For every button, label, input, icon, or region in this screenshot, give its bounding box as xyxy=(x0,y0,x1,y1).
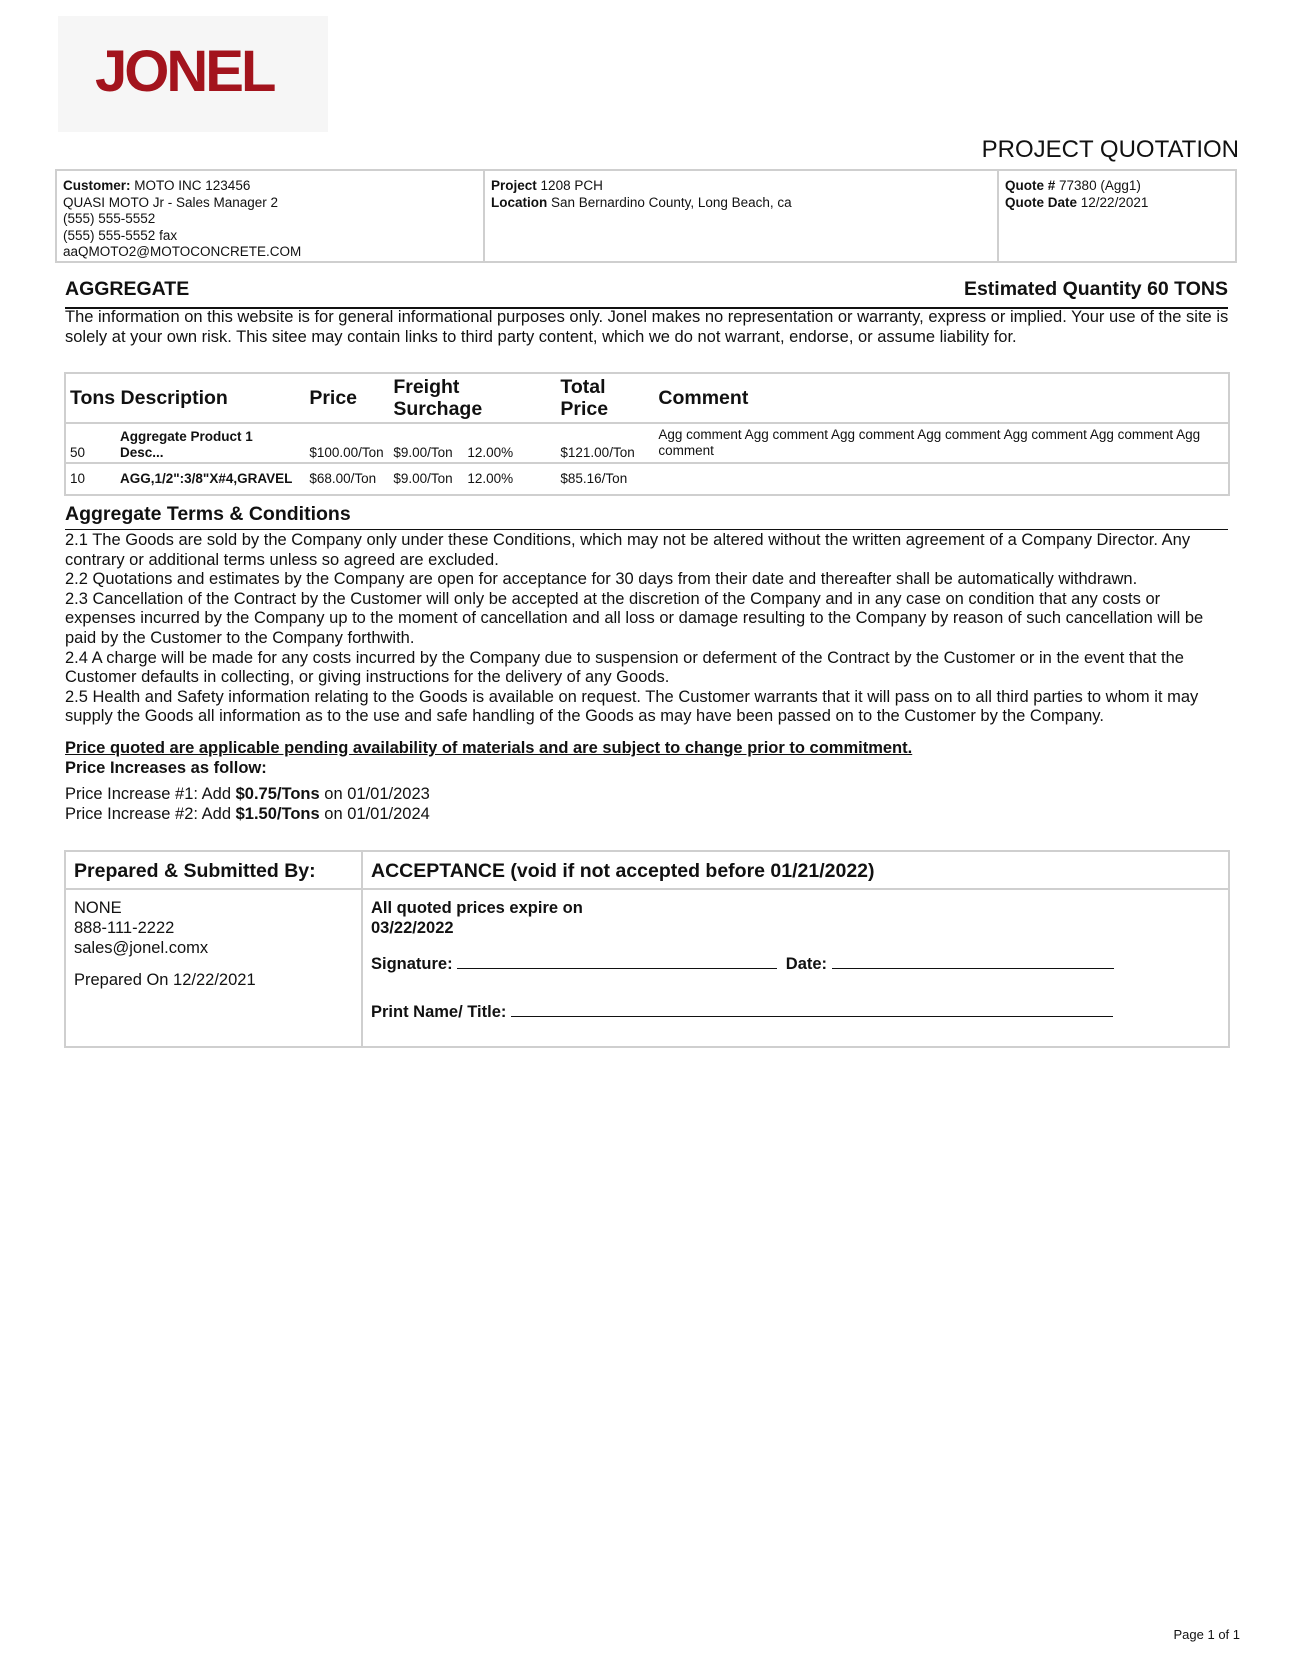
header-total-line1: Total xyxy=(560,376,606,398)
price-increase-prefix: Price Increase #2: Add xyxy=(65,805,232,823)
date-line[interactable] xyxy=(832,952,1114,969)
header-comment: Comment xyxy=(654,373,1229,423)
table-row xyxy=(65,463,1229,495)
location-label: Location xyxy=(491,194,548,210)
header-tons-description: Tons Description xyxy=(65,373,305,423)
header-total-line2: Price xyxy=(560,398,609,420)
section-title: AGGREGATE xyxy=(65,278,190,300)
signature-row xyxy=(371,952,1220,974)
row-price: $68.00/Ton xyxy=(309,471,377,486)
terms-title: Aggregate Terms & Conditions xyxy=(65,503,1228,530)
price-increase-on: on xyxy=(324,785,343,803)
prepared-by-phone: 888-111-2222 xyxy=(74,919,175,937)
prepared-by-name: NONE xyxy=(74,899,122,917)
row-surcharge: 12.00% xyxy=(463,423,556,463)
acceptance-details xyxy=(363,890,1228,1030)
price-increase-item xyxy=(65,784,430,804)
row-comment xyxy=(654,463,1229,495)
print-name-row xyxy=(371,1000,1220,1022)
price-increases-list xyxy=(65,784,430,824)
header-total-price xyxy=(556,373,654,423)
terms-item: 2.2 Quotations and estimates by the Company are open for acceptance for 30 days from their date and thereafter shall be automatically withdrawn. xyxy=(65,570,1138,589)
quote-info-box xyxy=(55,169,1237,263)
terms-item: 2.3 Cancellation of the Contract by the Customer will only be accepted at the discretion of the Company and in any case on condition that any costs or expenses incurred by the Company up to the moment of cancellation and all loss or damage resulting to the Company by reason of such cancellation will be paid by the Customer to the Company forthwith. xyxy=(65,589,1204,647)
prepared-by-details xyxy=(66,890,361,998)
print-name-label: Print Name/ Title: xyxy=(371,1003,507,1021)
acceptance-panel xyxy=(363,852,1228,1046)
customer-label: Customer: xyxy=(63,178,131,193)
prepared-by-email: sales@jonel.comx xyxy=(74,939,209,957)
row-tons: 10 xyxy=(70,471,86,486)
price-increase-item xyxy=(65,804,430,824)
header-freight-surcharge: Freight Surchage xyxy=(389,373,556,423)
expire-line2: 03/22/2022 xyxy=(371,919,454,937)
expire-line1: All quoted prices expire on xyxy=(371,899,583,917)
table-row xyxy=(65,423,1229,463)
estimated-quantity: Estimated Quantity 60 TONS xyxy=(963,278,1228,300)
row-description-line1: Aggregate Product 1 xyxy=(120,429,253,444)
row-description: AGG,1/2":3/8"X#4,GRAVEL xyxy=(120,471,293,486)
logo-text: JONEL xyxy=(95,39,274,104)
signature-line[interactable] xyxy=(457,952,777,969)
terms-list xyxy=(65,531,1235,727)
row-description xyxy=(116,423,305,463)
customer-fax: (555) 555-5552 fax xyxy=(63,227,178,243)
prepared-on: Prepared On 12/22/2021 xyxy=(74,971,256,989)
terms-item: 2.5 Health and Safety information relating to the Goods is available on request. The Customer warrants that it will pass on to all third parties to whom it may supply the Goods all information as to the use and safe handling of the Goods as may have been passed on to the Customer by the Company. xyxy=(65,687,1199,726)
price-increase-date: 01/01/2024 xyxy=(347,805,430,823)
row-surcharge: 12.00% xyxy=(467,471,514,486)
page-number: Page 1 of 1 xyxy=(1173,1627,1240,1642)
row-total: $121.00/Ton xyxy=(556,423,654,463)
row-comment: Agg comment Agg comment Agg comment Agg comment Agg comment Agg comment Agg comment xyxy=(654,423,1229,463)
submission-acceptance-box xyxy=(64,850,1230,1048)
company-logo xyxy=(58,16,328,132)
price-increase-amount: $0.75/Tons xyxy=(235,785,320,803)
aggregate-section-header xyxy=(65,278,1228,309)
price-increase-date: 01/01/2023 xyxy=(347,785,430,803)
document-title: PROJECT QUOTATION xyxy=(981,136,1239,163)
row-price: $100.00/Ton xyxy=(305,423,389,463)
quote-meta xyxy=(997,171,1235,261)
project-label: Project xyxy=(491,178,537,193)
acceptance-title: ACCEPTANCE (void if not accepted before 01/21/2022) xyxy=(363,852,1228,890)
price-increase-prefix: Price Increase #1: Add xyxy=(65,785,232,803)
quote-number: 77380 (Agg1) xyxy=(1059,178,1141,193)
date-label: Date: xyxy=(785,955,828,973)
prepared-by-title: Prepared & Submitted By: xyxy=(66,852,361,890)
signature-label: Signature: xyxy=(371,955,453,973)
row-total: $85.16/Ton xyxy=(560,471,628,486)
prepared-by-panel xyxy=(66,852,363,1046)
row-freight: $9.00/Ton xyxy=(393,471,453,486)
customer-email: aaQMOTO2@MOTOCONCRETE.COM xyxy=(63,244,302,259)
quote-items-table xyxy=(64,372,1230,496)
location-value: San Bernardino County, Long Beach, ca xyxy=(551,194,792,210)
customer-name: MOTO INC 123456 xyxy=(134,178,251,193)
pricing-notice: Price quoted are applicable pending availability of materials and are subject to change prior to commitment. xyxy=(65,739,913,757)
project-value: 1208 PCH xyxy=(540,178,603,193)
price-increase-amount: $1.50/Tons xyxy=(235,805,320,823)
row-description-line2: Desc... xyxy=(120,445,164,460)
price-increase-on: on xyxy=(324,805,343,823)
terms-item: 2.1 The Goods are sold by the Company only under these Conditions, which may not be altered without the written agreement of a Company Director. Any contrary or additional terms unless so agreed are excluded. xyxy=(65,531,1191,569)
header-price: Price xyxy=(305,373,389,423)
project-info xyxy=(483,171,997,261)
customer-info xyxy=(57,171,483,261)
customer-phone: (555) 555-5552 xyxy=(63,211,156,226)
quote-date: 12/22/2021 xyxy=(1080,194,1149,210)
terms-item: 2.4 A charge will be made for any costs incurred by the Company due to suspension or deferment of the Contract by the Customer or in the event that the Customer defaults in collecting, or giving instructions for the delivery of any Goods. xyxy=(65,648,1184,687)
row-tons: 50 xyxy=(65,423,116,463)
disclaimer-text: The information on this website is for general informational purposes only. Jonel makes no representation or warranty, express or implied. Your use of the site is solely at your own risk. This sitee may contain links to third party content, which we do not warrant, endorse, or assume liability for. xyxy=(65,308,1229,346)
print-name-line[interactable] xyxy=(511,1000,1113,1017)
quote-date-label: Quote Date xyxy=(1005,194,1078,210)
quote-number-label: Quote # xyxy=(1005,178,1056,193)
row-freight: $9.00/Ton xyxy=(389,423,463,463)
customer-contact: QUASI MOTO Jr - Sales Manager 2 xyxy=(63,194,279,210)
price-increases-label: Price Increases as follow: xyxy=(65,759,267,777)
table-header-row xyxy=(65,373,1229,423)
